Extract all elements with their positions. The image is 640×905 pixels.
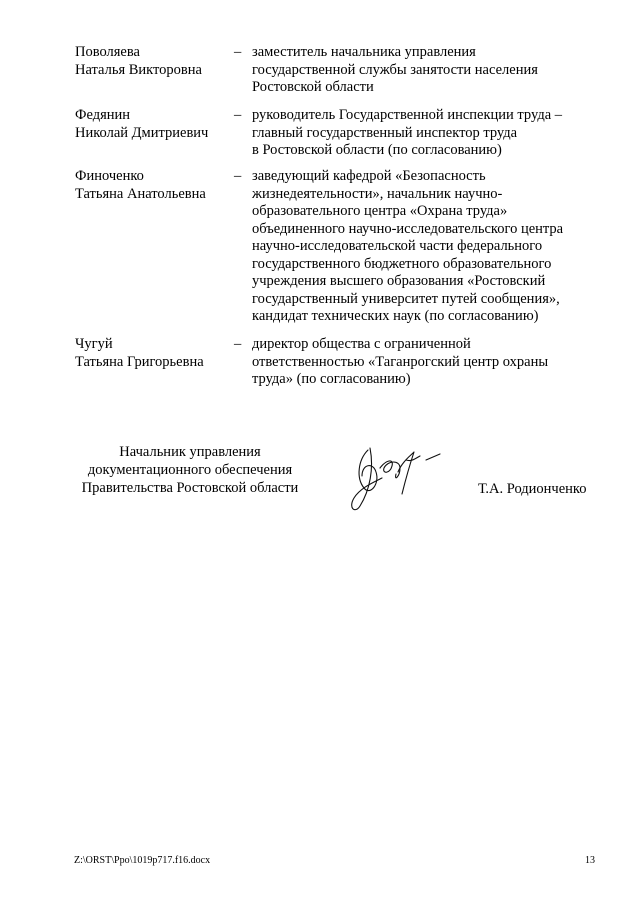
signatory-title bbox=[60, 443, 320, 497]
position-line: научно-исследовательской части федерального bbox=[252, 238, 543, 254]
page-number: 13 bbox=[585, 855, 595, 866]
member-name bbox=[75, 107, 235, 142]
member-position bbox=[252, 107, 589, 160]
dash-separator: – bbox=[234, 44, 242, 60]
member-given-names: Николай Дмитриевич bbox=[75, 124, 209, 141]
signatory-title-line: Правительства Ростовской области bbox=[81, 480, 299, 496]
member-surname: Финоченко bbox=[75, 168, 144, 184]
position-line: в Ростовской области (по согласованию) bbox=[252, 142, 502, 158]
member-name bbox=[75, 44, 235, 79]
member-surname: Чугуй bbox=[75, 336, 113, 352]
member-surname: Поволяева bbox=[75, 44, 140, 60]
position-line: главный государственный инспектор труда bbox=[252, 124, 518, 141]
dash-separator: – bbox=[234, 336, 242, 352]
member-position bbox=[252, 44, 589, 97]
member-surname: Федянин bbox=[75, 107, 131, 123]
dash-separator: – bbox=[234, 168, 242, 184]
member-name bbox=[75, 168, 235, 203]
member-position bbox=[252, 336, 589, 389]
member-name bbox=[75, 336, 235, 371]
signatory-title-line: Начальник управления bbox=[119, 444, 261, 460]
position-line: ответственностью «Таганрогский центр охраны bbox=[252, 353, 549, 370]
position-line: государственного бюджетного образовательного bbox=[252, 255, 552, 272]
position-line: государственный университет путей сообщения», bbox=[252, 290, 560, 307]
position-line: объединенного научно-исследовательского центра bbox=[252, 220, 564, 237]
handwritten-signature bbox=[340, 438, 450, 518]
footer-file-path: Z:\ORST\Ppo\1019p717.f16.docx bbox=[74, 855, 211, 866]
signatory-title-line: документационного обеспечения bbox=[87, 462, 293, 478]
member-position bbox=[252, 168, 589, 326]
position-line: труда» (по согласованию) bbox=[252, 371, 411, 387]
position-line: государственной службы занятости населения bbox=[252, 61, 538, 78]
member-given-names: Татьяна Анатольевна bbox=[75, 185, 206, 202]
position-line: Ростовской области bbox=[252, 79, 374, 95]
position-line: кандидат технических наук (по согласованию) bbox=[252, 308, 539, 324]
position-line: учреждения высшего образования «Ростовский bbox=[252, 273, 546, 289]
position-line: заведующий кафедрой «Безопасность bbox=[252, 168, 486, 184]
member-given-names: Наталья Викторовна bbox=[75, 61, 202, 78]
position-line: заместитель начальника управления bbox=[252, 44, 476, 60]
position-line: образовательного центра «Охрана труда» bbox=[252, 203, 508, 219]
member-given-names: Татьяна Григорьевна bbox=[75, 353, 204, 370]
dash-separator: – bbox=[234, 107, 242, 123]
position-line: руководитель Государственной инспекции труда – bbox=[252, 107, 563, 123]
signatory-name: Т.А. Родионченко bbox=[478, 481, 587, 497]
position-line: жизнедеятельности», начальник научно- bbox=[252, 185, 503, 202]
position-line: директор общества с ограниченной bbox=[252, 336, 471, 352]
